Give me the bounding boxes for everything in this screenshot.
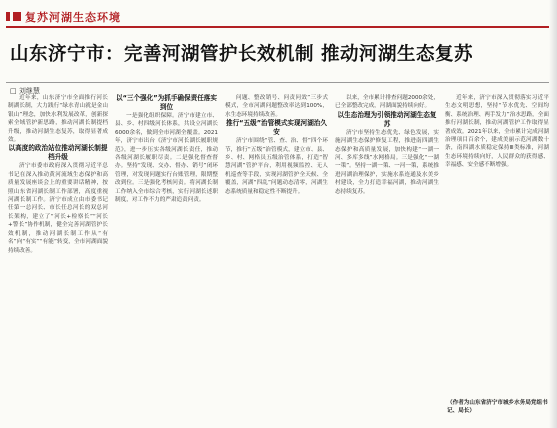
article-column-5 bbox=[445, 94, 549, 420]
body-paragraph: 一是强化组织保障。济宁市建立市、县、乡、村四级河长体系，共设立河湖长6000余名，做到全市河湖全覆盖。2021年，济宁市出台《济宁市河长湖长履职规范》，进一步压实各级河湖长责任，推动各级河湖长履职尽责。二是强化督查督办。坚持“发现、交办、督办、销号”闭环管理，对发现问题实行台账管理，限期整改到位。三是强化考核问责。将河湖长制工作纳入全市综合考核，实行河湖长述职制度，对工作不力的严肃追责问责。 bbox=[115, 113, 218, 204]
subheading-2: 以“三个强化”为抓手确保责任落实到位 bbox=[116, 94, 217, 111]
page-edge-shadow bbox=[549, 0, 557, 428]
body-paragraph: 以来，全市累计排查问题2000余处，已全部整改完成，河湖面貌持续向好。 bbox=[335, 95, 439, 110]
article-column-2 bbox=[115, 94, 218, 420]
banner-square-icon bbox=[13, 12, 21, 21]
subheading-4: 以生态治理为引领推动河湖生态复苏 bbox=[337, 110, 437, 128]
subheading-1: 以高度的政治站位推动河湖长制提档升级 bbox=[8, 144, 108, 162]
body-paragraph: 济宁市坚持生态优先、绿色发展，实施河湖生态保护修复工程，推进南四湖生态保护和高质量发展，加快构建“一湖一河、多库多线”水网格局。三是强化“一湖一策”。坚持一湖一策、一河一策，系统推进河湖治理保护，实施水系连通及水美乡村建设，全力打造幸福河湖，推动河湖生态持续复苏。 bbox=[335, 129, 439, 195]
author-signature: （作者为山东省济宁市城乡水务局党组书记、局长） bbox=[447, 400, 548, 414]
intro-paragraph: 近年来，山东济宁市全面推行河长制湖长制，大力践行“绿水青山就是金山银山”理念，加快水利发展改革，创新探索全域管护新思路，推动河湖长制提档升级，推动河湖生态复苏，取得显著成效。 bbox=[8, 95, 108, 144]
article-headline: 山东济宁市：完善河湖管护长效机制 推动河湖生态复苏 bbox=[10, 44, 473, 65]
article-column-3 bbox=[225, 94, 328, 420]
banner-bar-decoration bbox=[6, 12, 10, 21]
article-column-4 bbox=[335, 94, 439, 420]
article-column-1 bbox=[8, 94, 108, 420]
body-paragraph: 济宁市委市政府深入贯彻习近平总书记在深入推动黄河流域生态保护和高质量发展座谈会上的重要讲话精神，按照山东省河湖长制工作部署，高度重视河湖长制工作。济宁市成立由市委书记任第一总河长、市长任总河长的双总河长架构，建立了“河长+检察长”“河长+警长”协作机制，健全完善河湖管护长效机制，推动河湖长制工作从“有名”向“有实”“有能”转变，全市河湖面貌持续改善。 bbox=[8, 163, 108, 254]
subheading-3: 推行“五级”治管模式实现河湖治久安 bbox=[226, 119, 327, 137]
header-rule bbox=[6, 26, 551, 28]
article-byline: □ 刘继慧 bbox=[10, 87, 40, 95]
body-paragraph: 问题、整改销号、问责问效”三步式模式，全市河湖问题整改率达到100%，水生态环境持续改善。 bbox=[225, 95, 328, 118]
body-paragraph: 近年来，济宁市深入贯彻落实习近平生态文明思想，坚持“节水优先、空间均衡、系统治理、两手发力”治水思路，全面推行河湖长制，推动河湖管护工作取得显著成效。2021年以来，全市累计完成河湖治理项目百余个，建成美丽示范河湖数十条，南四湖水质稳定保持Ⅲ类标准，河湖生态环境持续向好，人民群众的获得感、幸福感、安全感不断增强。 bbox=[445, 95, 549, 169]
section-banner bbox=[6, 7, 176, 23]
section-title: 复苏河湖生态环境 bbox=[25, 11, 121, 24]
body-paragraph: 济宁市围绕“管、查、治、督”四个环节，推行“五级”治管模式，建立市、县、乡、村、网格员五级治管体系，打造“智慧河湖”管护平台，利用视频监控、无人机巡查等手段，实现河湖管护全天候、全覆盖，河湖“四乱”问题动态清零，河湖生态系统质量和稳定性不断提升。 bbox=[225, 138, 328, 195]
headline-divider bbox=[6, 82, 551, 83]
